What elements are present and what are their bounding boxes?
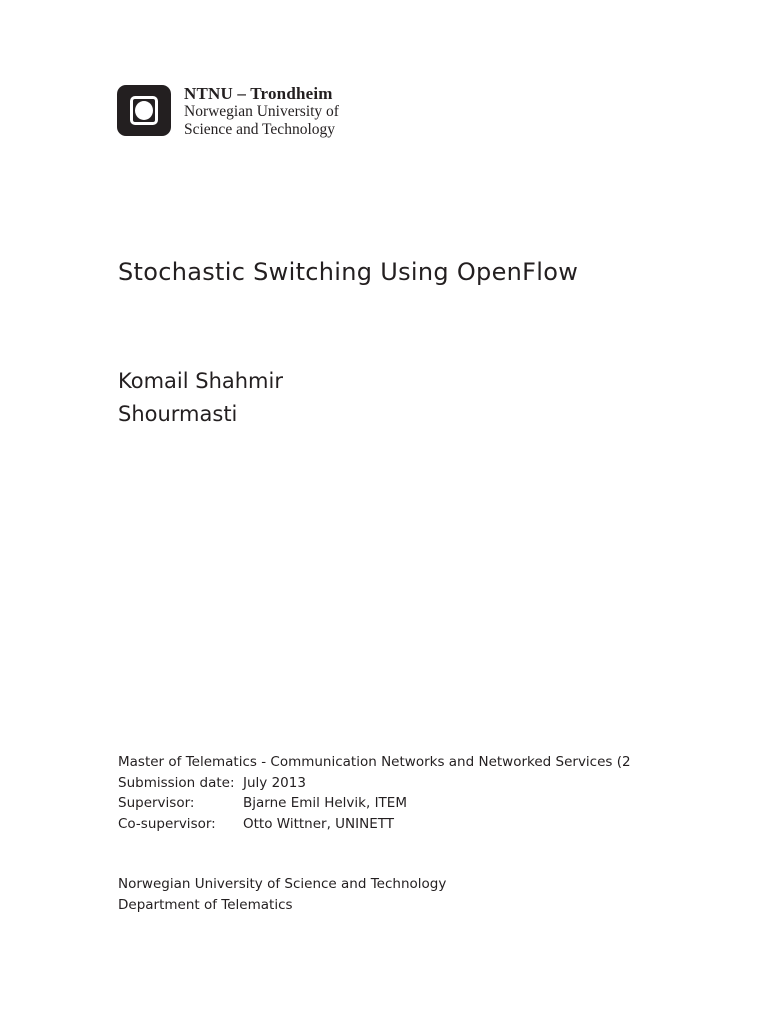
department-name: Department of Telematics (118, 896, 293, 913)
author-name (118, 365, 283, 431)
co-supervisor-label: Co-supervisor: (118, 815, 216, 832)
submission-date-value: July 2013 (243, 774, 306, 791)
institution-block (118, 874, 446, 915)
institution-name: Norwegian University of Science and Technology (118, 876, 447, 892)
logo-line-3: Science and Technology (184, 121, 335, 138)
thesis-info (118, 752, 631, 834)
logo-line-1: NTNU – Trondheim (184, 84, 333, 103)
thesis-title: Stochastic Switching Using OpenFlow (118, 258, 579, 286)
supervisor-row (118, 793, 631, 814)
co-supervisor-row (118, 814, 631, 835)
ntnu-logo-icon (117, 85, 171, 136)
logo-text (184, 85, 339, 139)
author-line-2: Shourmasti (118, 402, 238, 426)
supervisor-label: Supervisor: (118, 795, 195, 811)
supervisor-value: Bjarne Emil Helvik, ITEM (243, 795, 407, 811)
co-supervisor-value: Otto Wittner, UNINETT (243, 815, 394, 832)
author-line-1: Komail Shahmir (118, 369, 283, 393)
ntnu-logo (117, 85, 339, 139)
submission-date-row (118, 773, 631, 794)
program-name: Master of Telematics - Communication Networks and Networked Services (2 (118, 754, 631, 770)
submission-date-label: Submission date: (118, 774, 235, 791)
logo-line-2: Norwegian University of (184, 103, 339, 120)
